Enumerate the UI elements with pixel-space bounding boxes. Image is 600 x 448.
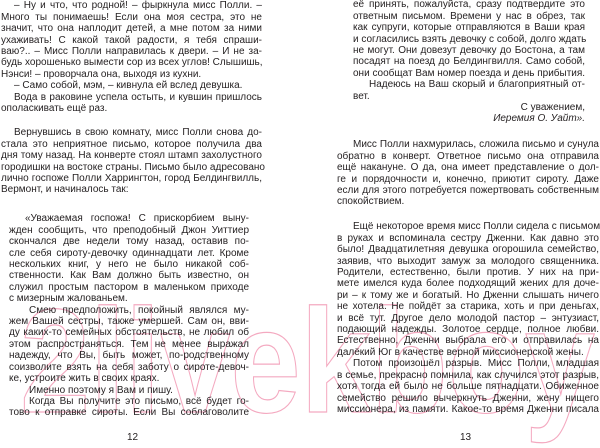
page-number: 12 xyxy=(127,432,139,443)
text-line: в руках и вспоминала сестру Дженни. Как давно это xyxy=(337,232,599,244)
text-line: её принять, пожалуйста, сразу подтвердите это xyxy=(353,0,585,11)
text-line: ге и порядочности и, конечно, приютит сироту. Даже xyxy=(337,173,599,185)
text-line: стала это неприятное письмо, которое получила два xyxy=(1,138,262,150)
text-line: Много ты понимаешь! Если она моя сестра, это не xyxy=(1,11,262,23)
text-line: ри – к тому же и богатый. Но Дженни слышать ничего xyxy=(337,289,599,301)
text-line: обратно в конверт. Ответное письмо она отправила xyxy=(337,150,599,162)
text-line: Вермонт, и начиналось так: xyxy=(1,184,129,196)
text-line: Естественно, Дженни выбрала его и отправилась на xyxy=(337,335,599,347)
text-line: подающий надежды. Золотое сердце, полное любви. xyxy=(337,324,599,336)
text-line: Нэнси! – проворчала она, выходя из кухни. xyxy=(1,68,202,80)
text-line: и согласились взять девочку с собой, долго ждать xyxy=(353,33,587,45)
text-line: Ещё некоторое время мисс Полли сидела с письмом xyxy=(353,221,600,233)
text-line: мете имелся куда более подходящий жених для доче- xyxy=(337,278,599,290)
text-line: как супруги, которые отправляются в Ваши края xyxy=(353,22,585,34)
text-line: и всё тут. Другое дело молодой пастор – энтузиаст, xyxy=(337,312,599,324)
text-line: Потом произошёл разрыв. Мисс Полли, младшая xyxy=(353,358,599,370)
text-line: надежду, что Вы, быть может, по-родственному xyxy=(9,350,249,362)
text-line: далёкий Юг в качестве верной миссионерской жены. xyxy=(337,346,584,358)
text-line: Когда Вы получите это письмо, всё будет го- xyxy=(29,395,249,407)
text-line: ваю?.. – Мисс Полли направилась к двери. – И не за- xyxy=(1,45,262,57)
text-line: лично госпоже Полли Харрингтон, город Белдингвилль, xyxy=(1,172,262,184)
page-number: 13 xyxy=(460,432,472,443)
text-line: не могут. Они довезут девочку до Бостона, а там xyxy=(353,44,585,56)
text-line: семейство решило вычеркнуть Дженни, жену нищего xyxy=(337,392,599,404)
text-line: Вода в раковине успела остыть, и кувшин пришлось xyxy=(14,91,262,103)
text-line: жем Вашей сестры, также умершей. Сам он, вви- xyxy=(9,316,249,328)
text-line: ополаскивать ещё раз. xyxy=(1,103,108,115)
text-line: – Ну и что, что родной! – фыркнула мисс Полли. – xyxy=(14,0,262,12)
text-line: Вернувшись в свою комнату, мисс Полли снова до- xyxy=(14,127,262,139)
text-line: Родители, естественно, были против. У них на при- xyxy=(337,266,599,278)
right-page xyxy=(300,0,600,446)
text-line: тово к отправке сироты. Если Вы соблаговолите xyxy=(9,407,249,419)
text-line: было! Двадцатилетняя девушка огорошила семейство, xyxy=(337,244,599,256)
text-line: в семье, прекрасно помнила, как случился этот разрыв, xyxy=(337,369,599,381)
text-line: будь хорошенько вымести сор из всех углов! Слышишь, xyxy=(1,57,263,69)
text-line: соизволите взять на себя заботу о сироте-девоч- xyxy=(9,361,249,373)
text-line: – Само собой, мэм, – кивнула ей вслед девушка. xyxy=(14,80,243,92)
text-line: вет. xyxy=(353,90,370,102)
text-line: Именно поэтому я Вам и пишу. xyxy=(29,384,173,396)
text-line: заявив, что выходит замуж за молодого священника. xyxy=(337,255,599,267)
text-line: спокойствием. xyxy=(337,196,405,208)
text-line: Мисс Полли нахмурилась, сложила письмо и сунула xyxy=(353,139,599,151)
text-line: Надеюсь на Ваш скорый и благоприятный от- xyxy=(369,79,585,91)
text-line: хотя тогда ей было не больше пятнадцати. Обиженное xyxy=(337,381,599,393)
text-line: ду каких-то семейных обстоятельств, не любил об xyxy=(9,327,249,339)
text-line: «Уважаемая госпожа! С прискорбием выну- xyxy=(25,213,249,225)
text-line: жден сообщить, что преподобный Джон Уиттиер xyxy=(9,224,249,236)
text-line: С уважением, xyxy=(520,102,585,114)
text-line: они сообщат Вам номер поезда и день прибытия. xyxy=(353,67,586,79)
text-line: если для этого потребуется пожертвовать собственным xyxy=(337,184,599,196)
text-line: посадят на поезд до Белдингвилля. Само собой, xyxy=(353,56,585,68)
text-line: нескольких книг, у него не было никакой соб- xyxy=(9,258,249,270)
text-line: этом распространяться. Тем не менее выражал xyxy=(9,338,249,350)
text-line: городишки на востоке страны. Письмо было адресовано xyxy=(1,161,265,173)
text-line: не хотела. Не пойдёт за старика, хоть и при деньгах, xyxy=(337,301,599,313)
text-line: ещё накануне. О да, она имеет представление о дол- xyxy=(337,162,599,174)
text-line: ухаживать! С какой такой радости, я тебя спраши- xyxy=(1,34,262,46)
text-line: значит, что она наплодит детей, а мне потом за ними xyxy=(1,23,262,35)
text-line: сле себя сироту-девочку одиннадцати лет. Кроме xyxy=(9,247,249,259)
text-line: дня тому назад. На конверте стоял штамп захолустного xyxy=(1,150,262,162)
left-page xyxy=(0,0,300,446)
text-line: ственности. Как Вам должно быть известно, он xyxy=(9,270,249,282)
text-line: служил простым пастором в маленьком приходе xyxy=(9,281,249,293)
svg-text:2livekboy: 2livekboy xyxy=(20,279,595,444)
text-line: Иеремия О. Уайт». xyxy=(493,113,585,125)
text-line: скончался две недели тому назад, оставив по- xyxy=(9,236,249,248)
text-line: ке, устроите жить в своих краях. xyxy=(9,373,160,385)
text-line: с мизерным жалованьем. xyxy=(9,293,128,305)
text-line: ответным письмом. Времени у нас в обрез, так xyxy=(353,10,585,22)
text-line: Смею предположить, покойный являлся му- xyxy=(29,304,249,316)
text-line: миссионера, из памяти. Какое-то время Дженни писала xyxy=(337,403,599,415)
